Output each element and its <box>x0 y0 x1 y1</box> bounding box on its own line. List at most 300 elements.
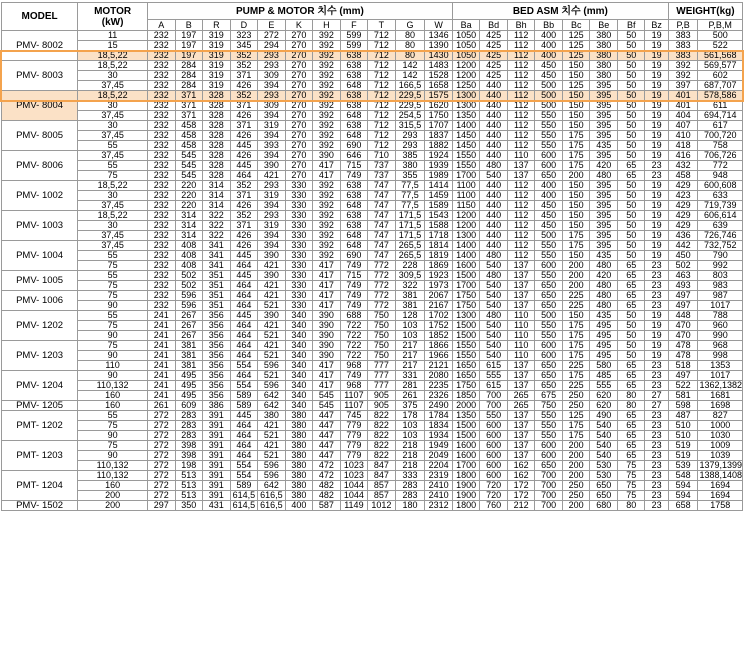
table-row <box>2 421 743 431</box>
value-cell: 1500 <box>452 421 480 431</box>
value-cell: 1814 <box>425 241 453 251</box>
value-cell: 112 <box>507 91 535 101</box>
value-cell: 272 <box>258 31 286 41</box>
value-cell: 272 <box>148 491 176 501</box>
value-cell: 408 <box>175 241 203 251</box>
value-cell: 137 <box>507 411 535 421</box>
value-cell: 1200 <box>452 211 480 221</box>
value-cell: 330 <box>285 251 313 261</box>
value-cell: 436 <box>668 231 698 241</box>
value-cell: 521 <box>258 431 286 441</box>
value-cell: 270 <box>285 31 313 41</box>
value-cell: 600,608 <box>698 181 743 191</box>
motor-cell: 37,45 <box>78 231 148 241</box>
value-cell: 50 <box>617 151 645 161</box>
value-cell: 232 <box>148 121 176 131</box>
header-motor-text: MOTOR (kW) <box>94 5 132 28</box>
value-cell: 166,5 <box>395 81 425 91</box>
value-cell: 380 <box>590 41 618 51</box>
value-cell: 217 <box>395 351 425 361</box>
value-cell: 429 <box>668 201 698 211</box>
value-cell: 380 <box>285 451 313 461</box>
value-cell: 502 <box>175 271 203 281</box>
value-cell: 345 <box>230 41 258 51</box>
value-cell: 75 <box>617 491 645 501</box>
value-cell: 650 <box>535 291 563 301</box>
motor-cell: 37,45 <box>78 151 148 161</box>
table-row <box>2 501 743 511</box>
value-cell: 440 <box>480 231 508 241</box>
value-cell: 417 <box>313 361 341 371</box>
value-cell: 822 <box>368 431 396 441</box>
value-cell: 600 <box>480 421 508 431</box>
value-cell: 386 <box>203 401 231 411</box>
value-cell: 1681 <box>698 391 743 401</box>
table-row <box>2 281 743 291</box>
table-row <box>2 491 743 501</box>
value-cell: 779 <box>340 451 368 461</box>
motor-cell: 18,5,22 <box>78 61 148 71</box>
value-cell: 328 <box>203 171 231 181</box>
motor-cell: 37,45 <box>78 81 148 91</box>
motor-cell: 75 <box>78 341 148 351</box>
motor-cell: 30 <box>78 121 148 131</box>
value-cell: 112 <box>507 31 535 41</box>
value-cell: 1388,1408 <box>699 470 742 480</box>
table-row <box>2 91 743 101</box>
value-cell: 232 <box>148 131 176 141</box>
value-cell: 65 <box>617 371 645 381</box>
value-cell: 948 <box>698 171 743 181</box>
value-cell: 596 <box>258 471 286 481</box>
value-cell: 390 <box>313 321 341 331</box>
value-cell: 545 <box>175 161 203 171</box>
table-row <box>2 481 743 491</box>
value-cell: 197 <box>175 41 203 51</box>
motor-cell: 200 <box>78 491 148 501</box>
value-cell: 1350 <box>452 411 480 421</box>
value-cell: 390 <box>258 161 286 171</box>
value-cell: 110 <box>507 351 535 361</box>
value-cell: 554 <box>230 471 258 481</box>
value-cell: 1300 <box>452 91 480 101</box>
value-cell: 50 <box>617 91 645 101</box>
value-cell: 50 <box>617 101 645 111</box>
value-cell: 650 <box>535 371 563 381</box>
value-cell: 440 <box>480 91 508 101</box>
value-cell: 712 <box>368 131 396 141</box>
value-cell: 440 <box>480 151 508 161</box>
table-row <box>2 41 743 51</box>
model-cell: PMV- 1003 <box>2 211 78 241</box>
value-cell: 550 <box>535 121 563 131</box>
value-cell: 23 <box>645 481 668 491</box>
value-cell: 417 <box>313 171 341 181</box>
motor-cell: 75 <box>78 321 148 331</box>
value-cell: 351 <box>203 271 231 281</box>
value-cell: 137 <box>507 281 535 291</box>
value-cell: 400 <box>285 501 313 511</box>
table-row <box>2 241 743 251</box>
value-cell: 392 <box>313 91 341 101</box>
value-cell: 464 <box>230 331 258 341</box>
value-cell: 380 <box>285 441 313 451</box>
value-cell: 175 <box>562 341 590 351</box>
value-cell: 1050 <box>452 41 480 51</box>
value-cell: 540 <box>480 291 508 301</box>
value-cell: 341 <box>203 261 231 271</box>
value-cell: 772 <box>368 281 396 291</box>
motor-cell: 37,45 <box>78 241 148 251</box>
value-cell: 65 <box>617 271 645 281</box>
value-cell: 50 <box>617 251 645 261</box>
value-cell: 281 <box>395 381 425 391</box>
value-cell: 440 <box>480 131 508 141</box>
value-cell: 19 <box>645 211 668 221</box>
value-cell: 65 <box>617 411 645 421</box>
value-cell: 112 <box>507 201 535 211</box>
value-cell: 1834 <box>425 421 453 431</box>
value-cell: 254,5 <box>395 111 425 121</box>
value-cell: 1837 <box>425 131 453 141</box>
value-cell: 65 <box>617 431 645 441</box>
value-cell: 1550 <box>452 351 480 361</box>
value-cell: 19 <box>645 321 668 331</box>
value-cell: 65 <box>617 441 645 451</box>
value-cell: 417 <box>313 301 341 311</box>
value-cell: 450 <box>535 71 563 81</box>
value-cell: 464 <box>230 301 258 311</box>
value-cell: 356 <box>203 321 231 331</box>
value-cell: 480 <box>590 291 618 301</box>
value-cell: 779 <box>340 441 368 451</box>
motor-cell: 110,132 <box>78 381 148 391</box>
column-header: T <box>368 20 396 31</box>
value-cell: 578,586 <box>698 91 743 101</box>
value-cell: 77,5 <box>395 191 425 201</box>
value-cell: 232 <box>148 191 176 201</box>
value-cell: 293 <box>258 211 286 221</box>
value-cell: 392 <box>313 191 341 201</box>
value-cell: 749 <box>340 291 368 301</box>
value-cell: 540 <box>590 421 618 431</box>
value-cell: 447 <box>313 421 341 431</box>
value-cell: 431 <box>203 501 231 511</box>
value-cell: 710 <box>368 151 396 161</box>
value-cell: 779 <box>340 431 368 441</box>
value-cell: 470 <box>668 331 698 341</box>
value-cell: 232 <box>148 281 176 291</box>
value-cell: 394 <box>258 111 286 121</box>
value-cell: 440 <box>480 141 508 151</box>
value-cell: 371 <box>230 191 258 201</box>
value-cell: 482 <box>313 481 341 491</box>
value-cell: 1353 <box>698 361 743 371</box>
value-cell: 371 <box>175 101 203 111</box>
value-cell: 65 <box>617 261 645 271</box>
table-row <box>2 431 743 441</box>
value-cell: 600 <box>535 341 563 351</box>
value-cell: 232 <box>148 201 176 211</box>
value-cell: 513 <box>175 481 203 491</box>
value-cell: 267 <box>175 331 203 341</box>
value-cell: 395 <box>590 231 618 241</box>
value-cell: 772 <box>698 161 743 171</box>
value-cell: 905 <box>368 401 396 411</box>
value-cell: 398 <box>175 441 203 451</box>
value-cell: 1300 <box>452 311 480 321</box>
value-cell: 330 <box>285 281 313 291</box>
value-cell: 540 <box>590 441 618 451</box>
value-cell: 394 <box>258 241 286 251</box>
value-cell: 417 <box>313 261 341 271</box>
table-row <box>2 231 743 241</box>
value-cell: 218 <box>395 451 425 461</box>
table-row <box>2 311 743 321</box>
value-cell: 380 <box>285 411 313 421</box>
value-cell: 589 <box>230 391 258 401</box>
value-cell: 330 <box>285 221 313 231</box>
value-cell: 232 <box>148 171 176 181</box>
value-cell: 50 <box>617 231 645 241</box>
value-cell: 80 <box>395 51 425 61</box>
value-cell: 464 <box>230 421 258 431</box>
value-cell: 650 <box>535 281 563 291</box>
value-cell: 480 <box>590 301 618 311</box>
value-cell: 550 <box>535 411 563 421</box>
value-cell: 550 <box>535 431 563 441</box>
value-cell: 380 <box>590 61 618 71</box>
value-cell: 722 <box>340 351 368 361</box>
value-cell: 232 <box>148 291 176 301</box>
value-cell: 352 <box>230 61 258 71</box>
value-cell: 232 <box>148 81 176 91</box>
value-cell: 540 <box>480 321 508 331</box>
value-cell: 330 <box>285 301 313 311</box>
value-cell: 380 <box>590 31 618 41</box>
header-motor <box>78 3 148 31</box>
table-row <box>2 121 743 131</box>
value-cell: 395 <box>590 241 618 251</box>
value-cell: 1500 <box>452 331 480 341</box>
value-cell: 293 <box>258 61 286 71</box>
value-cell: 112 <box>507 121 535 131</box>
value-cell: 401 <box>668 91 698 101</box>
value-cell: 425 <box>480 41 508 51</box>
model-cell: PMT- 1203 <box>2 441 78 471</box>
value-cell: 390 <box>258 271 286 281</box>
value-cell: 448 <box>668 311 698 321</box>
value-cell: 1694 <box>698 491 743 501</box>
value-cell: 150 <box>562 91 590 101</box>
value-cell: 445 <box>230 311 258 321</box>
value-cell: 392 <box>313 71 341 81</box>
value-cell: 749 <box>340 171 368 181</box>
value-cell: 23 <box>645 301 668 311</box>
table-row <box>2 131 743 141</box>
value-cell: 1390 <box>425 41 453 51</box>
value-cell: 545 <box>175 151 203 161</box>
value-cell: 442 <box>668 241 698 251</box>
value-cell: 521 <box>258 371 286 381</box>
value-cell: 112 <box>507 81 535 91</box>
value-cell: 400 <box>535 41 563 51</box>
value-cell: 284 <box>175 81 203 91</box>
value-cell: 391 <box>203 421 231 431</box>
model-cell: PMV- 1006 <box>2 291 78 311</box>
motor-cell: 90 <box>78 301 148 311</box>
value-cell: 545 <box>175 171 203 181</box>
value-cell: 1600 <box>452 441 480 451</box>
value-cell: 614,5 <box>230 501 258 511</box>
value-cell: 125 <box>562 411 590 421</box>
value-cell: 330 <box>285 211 313 221</box>
column-header: Bh <box>507 20 535 31</box>
value-cell: 650 <box>535 171 563 181</box>
value-cell: 1483 <box>425 61 453 71</box>
value-cell: 19 <box>645 181 668 191</box>
value-cell: 690 <box>340 141 368 151</box>
value-cell: 464 <box>230 451 258 461</box>
value-cell: 232 <box>148 111 176 121</box>
model-cell: PMV- 8004 <box>2 91 78 121</box>
motor-cell: 55 <box>78 411 148 421</box>
value-cell: 340 <box>285 391 313 401</box>
value-cell: 50 <box>617 141 645 151</box>
value-cell: 19 <box>645 51 668 61</box>
value-cell: 371 <box>175 111 203 121</box>
value-cell: 137 <box>507 271 535 281</box>
table-row <box>2 471 743 481</box>
value-cell: 550 <box>535 421 563 431</box>
value-cell: 554 <box>230 461 258 471</box>
value-cell: 540 <box>590 431 618 441</box>
value-cell: 2080 <box>425 371 453 381</box>
value-cell: 440 <box>480 211 508 221</box>
value-cell: 175 <box>562 241 590 251</box>
value-cell: 137 <box>507 371 535 381</box>
value-cell: 283 <box>395 481 425 491</box>
value-cell: 150 <box>562 181 590 191</box>
value-cell: 2312 <box>425 501 453 511</box>
value-cell: 425 <box>480 51 508 61</box>
value-cell: 1949 <box>425 441 453 451</box>
value-cell: 747 <box>368 201 396 211</box>
value-cell: 968 <box>340 381 368 391</box>
value-cell: 328 <box>203 111 231 121</box>
value-cell: 391 <box>203 441 231 451</box>
value-cell: 171,5 <box>395 211 425 221</box>
value-cell: 1882 <box>425 141 453 151</box>
value-cell: 788 <box>698 311 743 321</box>
value-cell: 267 <box>175 311 203 321</box>
value-cell: 341 <box>203 241 231 251</box>
value-cell: 615 <box>480 381 508 391</box>
value-cell: 722 <box>340 341 368 351</box>
value-cell: 65 <box>617 301 645 311</box>
value-cell: 440 <box>480 241 508 251</box>
value-cell: 392 <box>313 61 341 71</box>
value-cell: 1362,1382 <box>699 380 742 390</box>
model-cell: PMT- 1204 <box>2 471 78 501</box>
value-cell: 417 <box>313 281 341 291</box>
value-cell: 19 <box>645 231 668 241</box>
motor-cell: 75 <box>78 171 148 181</box>
value-cell: 712 <box>368 111 396 121</box>
value-cell: 175 <box>562 431 590 441</box>
value-cell: 712 <box>368 31 396 41</box>
value-cell: 550 <box>535 251 563 261</box>
header-pump-group: PUMP & MOTOR 치수 (mm) <box>148 3 453 20</box>
table-row <box>2 381 743 391</box>
spec-table <box>1 2 743 511</box>
value-cell: 380 <box>285 491 313 501</box>
value-cell: 513 <box>175 491 203 501</box>
value-cell: 390 <box>313 341 341 351</box>
value-cell: 421 <box>258 171 286 181</box>
table-body <box>2 31 743 511</box>
value-cell: 1009 <box>698 441 743 451</box>
value-cell: 1852 <box>425 331 453 341</box>
value-cell: 340 <box>285 321 313 331</box>
model-cell: PMV- 8006 <box>2 151 78 181</box>
value-cell: 600 <box>535 161 563 171</box>
value-cell: 272 <box>148 451 176 461</box>
value-cell: 80 <box>395 31 425 41</box>
value-cell: 426 <box>230 131 258 141</box>
value-cell: 50 <box>617 211 645 221</box>
value-cell: 225 <box>562 381 590 391</box>
motor-cell: 30 <box>78 101 148 111</box>
value-cell: 2204 <box>425 461 453 471</box>
value-cell: 550 <box>535 111 563 121</box>
value-cell: 19 <box>645 61 668 71</box>
value-cell: 392 <box>313 221 341 231</box>
value-cell: 589 <box>230 401 258 411</box>
value-cell: 722 <box>340 321 368 331</box>
value-cell: 172 <box>507 481 535 491</box>
column-header: R <box>203 20 231 31</box>
value-cell: 319 <box>203 41 231 51</box>
value-cell: 1850 <box>452 391 480 401</box>
value-cell: 1100 <box>452 181 480 191</box>
value-cell: 599 <box>340 41 368 51</box>
value-cell: 1023 <box>340 461 368 471</box>
value-cell: 23 <box>645 261 668 271</box>
header-bed-group: BED ASM 치수 (mm) <box>452 3 668 20</box>
value-cell: 241 <box>148 381 176 391</box>
value-cell: 521 <box>258 351 286 361</box>
motor-cell: 90 <box>78 351 148 361</box>
value-cell: 1750 <box>452 301 480 311</box>
value-cell: 241 <box>148 321 176 331</box>
value-cell: 50 <box>617 41 645 51</box>
value-cell: 600 <box>480 471 508 481</box>
value-cell: 50 <box>617 31 645 41</box>
value-cell: 758 <box>698 141 743 151</box>
value-cell: 480 <box>590 261 618 271</box>
value-cell: 232 <box>148 31 176 41</box>
value-cell: 50 <box>617 111 645 121</box>
value-cell: 137 <box>507 261 535 271</box>
value-cell: 50 <box>617 121 645 131</box>
value-cell: 322 <box>395 281 425 291</box>
value-cell: 319 <box>203 61 231 71</box>
table-header <box>2 3 743 31</box>
value-cell: 550 <box>535 241 563 251</box>
value-cell: 397 <box>668 81 698 91</box>
value-cell: 688 <box>340 311 368 321</box>
